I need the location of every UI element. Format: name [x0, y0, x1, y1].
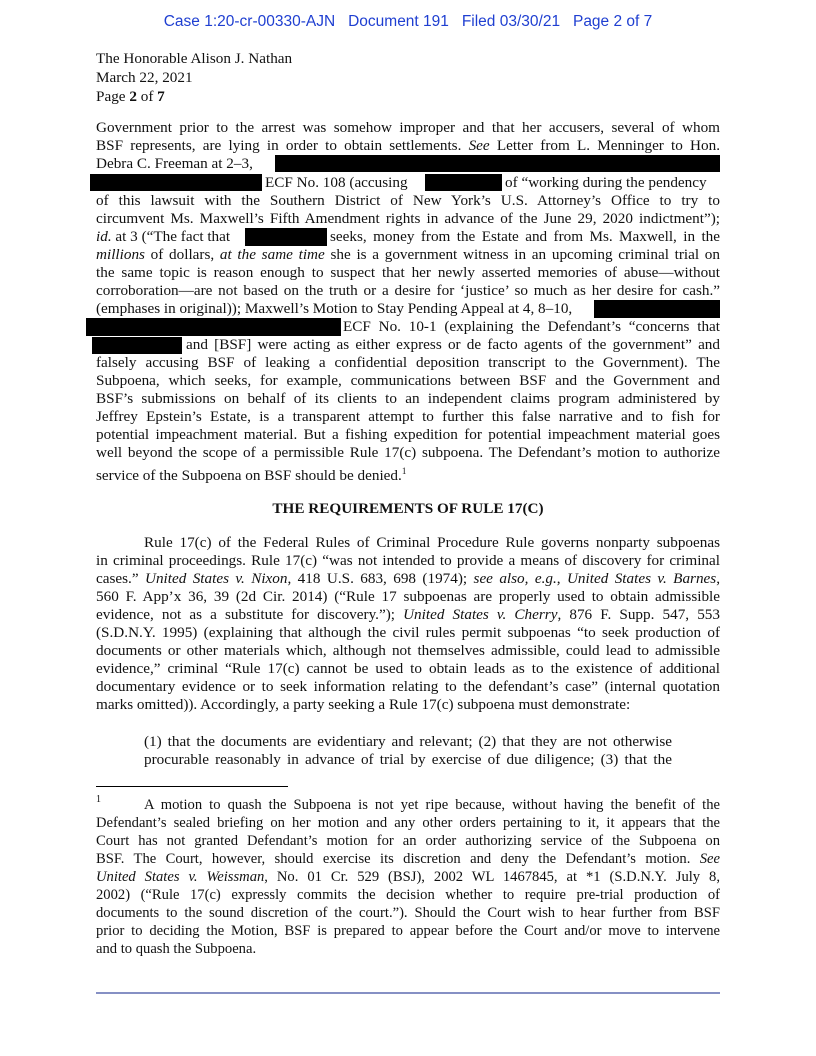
- rule-line-1: Rule 17(c) of the Federal Rules of Criminal Procedure Rule governs nonparty subpoenas: [144, 534, 720, 551]
- footnote-line-3: Court has not granted Defendant’s motion for an order authorizing service of the Subpoena on: [96, 833, 720, 849]
- ecf-filing-stamp: Case 1:20-cr-00330-AJN Document 191 Filed 03/30/21 Page 2 of 7: [163, 13, 653, 30]
- body-line-19: well beyond the scope of a permissible Rule 17(c) subpoena. The Defendant’s motion to authorize: [96, 444, 720, 461]
- case-nixon: United States v. Nixon: [144, 570, 288, 587]
- comma: ,: [556, 570, 567, 587]
- footnote-line-8: prior to deciding the Motion, BSF is prepared to appear before the Court and/or move to intervene: [96, 923, 720, 939]
- section-heading: THE REQUIREMENTS OF RULE 17(C): [272, 500, 544, 517]
- rule-line-2: in criminal proceedings. Rule 17(c) “was not intended to provide a means of discovery for criminal: [96, 552, 720, 569]
- redaction-block: [90, 174, 262, 191]
- footnote-line-2: Defendant’s sealed briefing on her motion and any other orders pertaining to it, it appears that the: [96, 815, 720, 831]
- footnote-line-7: documents to the sound discretion of the court.”). Should the Court wish to hear further from BSF: [96, 905, 720, 921]
- page-number: 2: [129, 88, 137, 105]
- footnote-line-6: 2002) (“Rule 17(c) expressly commits the decision whether to require pre-trial production of: [96, 887, 720, 903]
- page-prefix: Page: [96, 88, 130, 105]
- body-line-9: the same topic is reason enough to suspect that her newly asserted memories of abuse—without: [96, 264, 720, 281]
- body-line-14: falsely accusing BSF of leaking a confidential deposition transcript to the Government). The: [96, 354, 720, 371]
- citation-nixon: , 418 U.S. 683, 698 (1974);: [287, 570, 474, 587]
- rule-line-6: (S.D.N.Y. 1995) (explaining that although the civil rules permit subpoenas “to seek production of: [96, 624, 720, 641]
- case-weissman: United States v. Weissman: [96, 869, 265, 885]
- body-line-1: Government prior to the arrest was somehow improper and that her accusers, several of whom: [96, 119, 720, 136]
- page-of: of: [136, 88, 158, 105]
- redaction-block: [245, 228, 327, 246]
- rule-line-5-text: evidence, not as a substitute for discovery.”);: [96, 606, 404, 623]
- footnote-reference: 1: [401, 466, 407, 476]
- see-signal: See: [699, 851, 720, 867]
- body-line-10: corroboration—are not based on the truth or a desire for ‘justice’ so much as her desire for cash.”: [96, 282, 720, 299]
- redaction-block: [594, 300, 720, 318]
- body-line-18: potential impeachment material. But a fishing expedition for potential impeachment material goes: [96, 426, 720, 443]
- body-line-7-text: at 3 (“The fact that: [111, 228, 231, 245]
- rule-line-10: marks omitted)). Accordingly, a party seeking a Rule 17(c) subpoena must demonstrate:: [96, 696, 631, 713]
- rule-line-3-text: cases.”: [96, 570, 145, 587]
- footer-rule: [96, 992, 720, 994]
- body-line-17: Jeffrey Epstein’s Estate, is a transparent attempt to further this false narrative and to fish for: [96, 408, 720, 425]
- rule-line-3: [96, 570, 720, 588]
- body-line-2-tail: Letter from L. Menninger to Hon.: [489, 137, 720, 154]
- body-line-5: of this lawsuit with the Southern District of New York’s U.S. Attorney’s Office to try to: [96, 192, 720, 209]
- body-line-7-tail: seeks, money from the Estate and from Ms. Maxwell, in the: [330, 228, 720, 245]
- see-signal: See: [468, 137, 490, 154]
- body-line-6: circumvent Ms. Maxwell’s Fifth Amendment rights in advance of the June 29, 2020 indictment”);: [96, 210, 720, 227]
- body-line-12: ECF No. 10-1 (explaining the Defendant’s “concerns that: [343, 318, 720, 335]
- rule-line-8: evidence,” criminal “Rule 17(c) cannot be used to obtain leads as to the existence of additional: [96, 660, 720, 677]
- footnote-line-9: and to quash the Subpoena.: [96, 941, 257, 957]
- rule-line-7: documents or other materials which, although not themselves admissible, could lead to admissible: [96, 642, 720, 659]
- page-indicator: [96, 87, 165, 106]
- body-line-4-tail: of “working during the pendency: [505, 174, 707, 191]
- letter-date: March 22, 2021: [96, 69, 193, 86]
- body-line-2: [96, 137, 720, 155]
- body-line-13: and [BSF] were acting as either express or de facto agents of the government” and: [186, 336, 720, 353]
- footnote-line-4: [96, 850, 720, 868]
- body-line-20: [96, 462, 720, 485]
- rule-line-9: documentary evidence or to seek information relating to the defendant’s case” (internal quotation: [96, 678, 720, 695]
- emphasis-same-time: at the same time: [219, 246, 325, 263]
- redaction-block: [425, 174, 502, 191]
- id-signal: id.: [96, 228, 112, 245]
- body-line-7: [96, 228, 246, 246]
- footnote-marker: 1: [96, 794, 101, 805]
- rule-line-4: 560 F. App’x 36, 39 (2d Cir. 2014) (“Rule 17 subpoenas are properly used to obtain admissible: [96, 588, 720, 605]
- body-line-8-text: of dollars,: [144, 246, 220, 263]
- footnote-line-1: A motion to quash the Subpoena is not yet ripe because, without having the benefit of the: [144, 797, 720, 813]
- body-line-8-tail: she is a government witness in an upcoming criminal trial on: [324, 246, 720, 263]
- body-line-11: (emphases in original)); Maxwell’s Motion to Stay Pending Appeal at 4, 8–10,: [96, 300, 573, 317]
- emphasis-millions: millions: [96, 246, 145, 263]
- recipient-line: The Honorable Alison J. Nathan: [96, 50, 293, 67]
- see-also-signal: see also, e.g.: [473, 570, 557, 587]
- rule-line-5: [96, 606, 720, 624]
- footnote-line-5: [96, 868, 720, 886]
- case-barnes: United States v. Barnes: [566, 570, 717, 587]
- body-line-4: ECF No. 108 (accusing: [265, 174, 408, 191]
- body-line-15: Subpoena, which seeks, for example, communications between BSF and the Government and: [96, 372, 720, 389]
- block-quote-line-1: (1) that the documents are evidentiary and relevant; (2) that they are not otherwise: [144, 733, 672, 750]
- redaction-block: [86, 318, 341, 336]
- body-line-16: BSF’s submissions on behalf of its clients to an independent claims program administered by: [96, 390, 720, 407]
- body-line-2-text: BSF represents, are lying in order to obtain settlements.: [96, 137, 469, 154]
- citation-weissman: , No. 01 Cr. 529 (BSJ), 2002 WL 1467845, at *1 (S.D.N.Y. July 8,: [264, 869, 720, 885]
- footnote-separator: [96, 786, 288, 787]
- page-total: 7: [157, 88, 165, 105]
- footnote-line-4-text: BSF. The Court, however, should exercise its discretion and deny the Defendant’s motion.: [96, 851, 700, 867]
- redaction-block: [275, 155, 720, 172]
- comma: ,: [716, 570, 720, 587]
- body-line-8: [96, 246, 720, 264]
- citation-cherry: , 876 F. Supp. 547, 553: [557, 606, 720, 623]
- case-cherry: United States v. Cherry: [403, 606, 558, 623]
- body-line-20-text: service of the Subpoena on BSF should be denied.: [96, 467, 402, 485]
- body-line-3: Debra C. Freeman at 2–3,: [96, 155, 253, 172]
- block-quote-line-2: procurable reasonably in advance of trial by exercise of due diligence; (3) that the: [144, 751, 672, 768]
- redaction-block: [92, 337, 182, 354]
